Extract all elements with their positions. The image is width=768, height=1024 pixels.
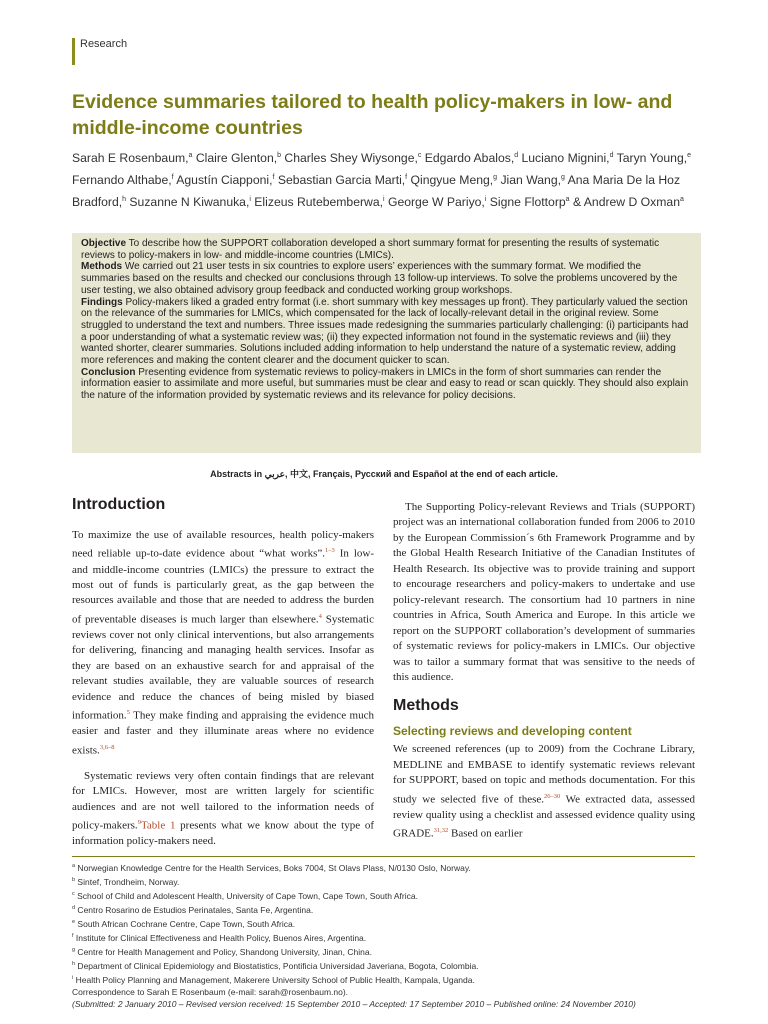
methods-subheading: Selecting reviews and developing content [393,724,632,739]
footnote-mark: b [72,877,76,884]
abstract-findings [81,297,692,367]
footnote-text: South African Cochrane Centre, Cape Town, South Africa. [75,918,296,929]
author: Taryn Young, [613,151,688,166]
footnote-divider [72,856,695,857]
author-affiliation-mark: a [679,196,684,204]
methods-heading: Methods [393,697,459,715]
text-run: In low- and middle-income countries (LMICs) the pressure to extract the most out of funds is particularly great, as the gap between the resources available and those that are needed to address the burden of preventable diseases is much larger than elsewhere. [72,548,374,626]
abstract-box [72,233,701,453]
text-run: They make finding and appraising the evidence much easier and faster and they illuminate areas where no evidence exists. [72,709,374,757]
text-run: Systematic reviews cover not only clinical interventions, but also arrangements for delivering, financing and managing health services. Insofar as they are based on an exhaustive search for and appraisal of the relevant studies available, they are valuable sources of research evidence and reduce the chances of being misled by biased information. [72,613,374,722]
methods-paragraph [393,742,695,842]
footnotes [72,860,695,1011]
intro-paragraph-1 [72,528,374,759]
footnote-text: Norwegian Knowledge Centre for the Health Services, Boks 7004, St Olavs Plass, N/0130 Oslo, Norway. [75,862,471,873]
author-affiliation-mark: a [565,196,570,204]
author-affiliation-mark: g [493,174,498,182]
section-accent-bar [72,38,75,65]
affiliation-footnote [72,888,695,902]
footnote-mark: h [72,961,76,968]
author: Edgardo Abalos, [421,151,515,166]
author-affiliation-mark: i [484,196,487,204]
author: Jian Wang, [497,173,561,188]
footnote-text: Health Policy Planning and Management, Makerere University School of Public Health, Kampala, Uganda. [73,975,475,986]
abstract-findings-label: Findings [81,296,123,308]
affiliation-footnote [72,958,695,972]
footnote-mark: d [72,905,76,912]
submission-dates: (Submitted: 2 January 2010 – Revised version received: 15 September 2010 – Accepted: 17 September 2010 – Published online: 24 November 2010) [72,999,636,1010]
footnote-mark: a [72,863,76,869]
author-affiliation-mark: d [609,152,614,159]
affiliation-footnote [72,860,695,874]
support-paragraph: The Supporting Policy-relevant Reviews and Trials (SUPPORT) project was an international collaboration funded from 2006 to 2010 by the European Commission´s 6th Framework Programme and by the Global Health Research Initiative of the Canadian Institutes of Health Research. Its objective was to provide training and support to encourage researchers and policy-makers to undertake and use policy-relevant research. The consortium had 10 partners in nine countries in Africa, South America and Europe. In this article we report on the SUPPORT collaboration’s development of summaries of systematic reviews for policy-makers in LMICs. Our objective was to tailor a summary format that was sensitive to the needs of this audience. [393,501,695,683]
chinese-label: 中文 [289,469,308,479]
abstract-objective-label: Objective [81,238,127,249]
author: Qingyue Meng, [407,173,494,188]
author: Signe Flottorp [486,195,566,210]
author-affiliation-mark: i [383,196,385,204]
abstract-languages-note [0,467,768,480]
abstract-methods [81,261,692,296]
footnote-mark: e [72,919,76,926]
author-affiliation-mark: a [188,152,193,159]
footnote-mark: c [72,891,75,898]
footnote-text: Sintef, Trondheim, Norway. [75,876,180,887]
affiliation-footnote [72,916,695,930]
author: Charles Shey Wiysonge, [281,151,418,166]
footnote-mark: g [72,947,76,954]
right-column [393,500,695,842]
text-run: To maximize the use of available resources, health policy-makers need reliable up-to-date evidence about “what works”. [72,529,374,561]
abstract-findings-text: Policy-makers liked a graded entry format (i.e. short summary with key messages up front). They particularly valued the section on the relevance of the summaries for LMICs, which compensated for the lack of locally-relevant detail in the original review. Some struggled to understand the text and numbers. Three issues made redesigning the summaries particularly challenging: (i) participants had a poor understanding of what a systematic review was; (ii) they expected information not found in the systematic reviews and (iii) they wanted shorter, clearer summaries. Solutions included adding information to help understand the nature of a systematic review, adding more references and making the content clearer and the document quicker to scan. [81,296,689,367]
abstract-methods-text: We carried out 21 user tests in six countries to explore users’ experiences with the summary format. We modified the summaries based on the results and checked our conclusions through 13 follow-up interviews. To solve the problems uncovered by the user testing, we also obtained advisory group feedback and conducted working group workshops. [81,261,678,296]
abstract-languages-separator: , Français, [307,469,355,479]
author-affiliation-mark: g [560,174,565,182]
text-run: We extracted data, assessed review quality using a checklist and assessed evidence quality using GRADE. [393,793,695,841]
affiliation-footnote [72,972,695,986]
author-affiliation-mark: f [272,174,275,182]
abstract-conclusion-text: Presenting evidence from systematic reviews to policy-makers in LMICs in the form of short summaries can render the information easier to assimilate and more useful, but summaries must be clear and easy to read or scan quickly. They should also explain the nature of the information provided by systematic reviews and its relevance for policy decisions. [81,366,689,402]
author: Ana Maria De la Hoz Bradford, [72,173,681,210]
arabic-label: عربي [264,469,285,479]
author-affiliation-mark: i [249,196,251,204]
footnote-text: Institute for Clinical Effectiveness and Health Policy, Buenos Aires, Argentina. [73,932,367,943]
author: & Andrew D Oxman [569,195,680,210]
abstract-objective [81,238,692,261]
citation[interactable]: 4 [318,612,322,620]
citation[interactable]: 9 [137,819,141,827]
introduction-heading: Introduction [72,496,166,513]
correspondence-note: Correspondence to Sarah E Rosenbaum (e-mail: sarah@rosenbaum.no). [72,987,349,998]
footnote-mark: i [72,975,74,982]
author: Agustín Ciapponi, [173,173,273,188]
abstract-languages-separator: , [284,469,290,479]
footnote-mark: f [72,933,74,940]
author: Fernando Althabe, [72,173,172,188]
author-affiliation-mark: b [277,152,282,159]
section-label: Research [80,38,128,50]
citation[interactable]: 3,6–8 [99,743,115,751]
author: Claire Glenton, [192,151,278,166]
author: Elizeus Rutebemberwa, [250,195,384,210]
affiliation-footnote [72,930,695,944]
author-list [72,146,702,212]
article-title: Evidence summaries tailored to health policy-makers in low- and middle-income countries [72,91,673,139]
abstract-objective-text: To describe how the SUPPORT collaboration developed a short summary format for presenting the results of systematic reviews to policy-makers in low- and middle-income countries (LMICs). [81,238,660,261]
author: Luciano Mignini, [518,151,610,166]
text-run: We screened references (up to 2009) from the Cochrane Library, MEDLINE and EMBASE to identify systematic reviews relevant for SUPPORT, based on topic and methods documentation. For this study we selected five of these. [393,743,695,806]
author: Sarah E Rosenbaum, [72,151,189,166]
abstract-conclusion [81,367,692,402]
table-1-link[interactable]: Table 1 [140,819,176,832]
left-column [72,496,374,850]
author-affiliation-mark: c [417,152,422,159]
author: George W Pariyo, [384,195,485,210]
author-affiliation-mark: f [171,174,174,182]
citation[interactable]: 5 [126,709,130,717]
footnote-text: Department of Clinical Epidemiology and Biostatistics, Pontificia Universidad Javeriana, Bogota, Colombia. [75,961,479,972]
russian-label: Русский [355,469,392,479]
text-run: Based on earlier [448,828,523,841]
intro-paragraph-2 [72,769,374,850]
abstract-methods-label: Methods [81,261,123,273]
affiliation-footnote [72,902,695,916]
abstract-languages-suffix: and Español at the end of each article. [391,469,558,479]
text-run: presents what we know about the type of information policy-makers need. [72,819,374,848]
footnote-text: School of Child and Adolescent Health, University of Cape Town, Cape Town, South Africa. [74,890,418,901]
text-run: Systematic reviews very often contain findings that are relevant for LMICs. However, most are written largely for scientific audiences and are not well tailored to the information needs of policy-makers. [72,769,374,832]
footnote-text: Centre for Health Management and Policy, Shandong University, Jinan, China. [75,947,372,958]
author: Suzanne N Kiwanuka, [126,195,250,210]
affiliation-footnote [72,944,695,958]
abstract-languages-prefix: Abstracts in [210,469,265,479]
author-affiliation-mark: h [122,196,127,204]
author-affiliation-mark: d [514,152,519,159]
author: Sebastian Garcia Marti, [274,173,406,188]
footnote-text: Centro Rosarino de Estudios Perinatales, Santa Fe, Argentina. [75,904,314,915]
author-affiliation-mark: e [687,152,692,159]
author-affiliation-mark: f [405,174,408,182]
citation[interactable]: 26–30 [544,792,561,800]
abstract-conclusion-label: Conclusion [81,366,136,378]
citation[interactable]: 1–3 [325,547,335,555]
affiliation-footnote [72,874,695,888]
citation[interactable]: 31,32 [433,827,449,835]
